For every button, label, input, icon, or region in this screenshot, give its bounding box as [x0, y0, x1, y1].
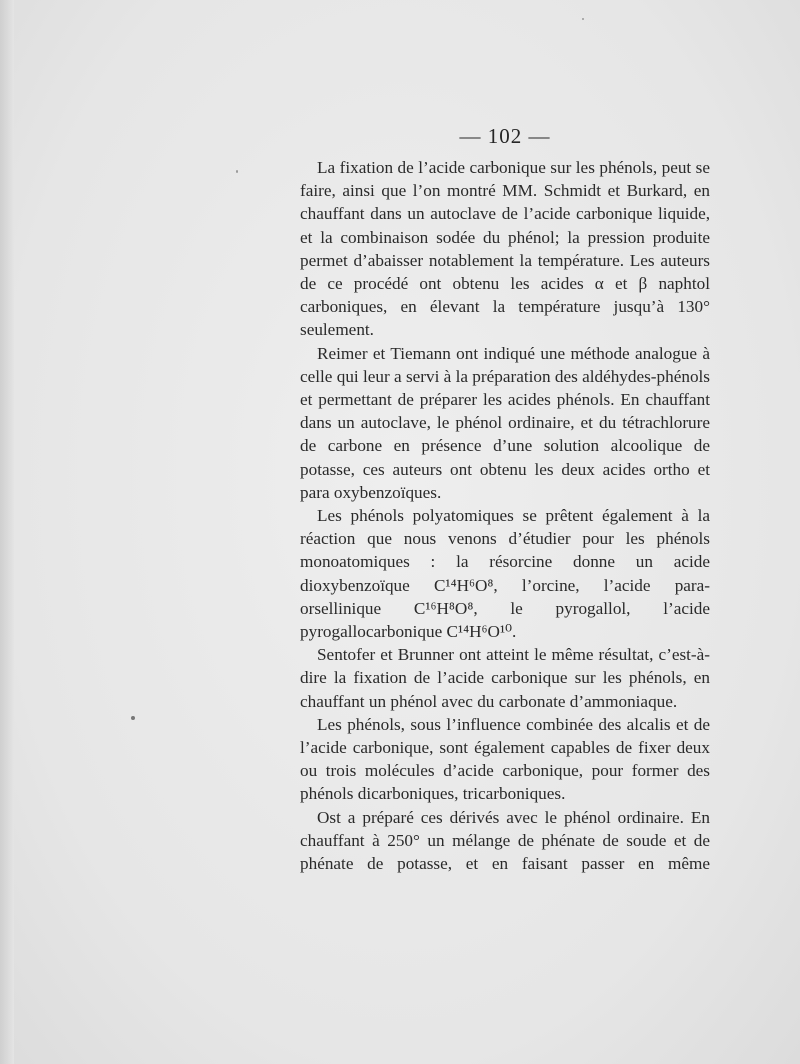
body-text [300, 156, 710, 875]
paragraph-4: Sentofer et Brunner ont atteint le même résultat, c’est-à-dire la fixation de l’acide carbonique sur les phénols, en chauffant un phénol avec du carbonate d’ammoniaque. [300, 645, 710, 711]
page-number: — 102 — [459, 124, 551, 148]
paragraph-2: Reimer et Tiemann ont indiqué une méthode analogue à celle qui leur a servi à la préparation des aldéhydes-phénols et permettant de préparer les acides phénols. En chauffant dans un autoclave, le phénol ordinaire, et du tétrachlorure de carbone en présence d’une solution alcoolique de potasse, ces auteurs ont obtenu les deux acides ortho et para oxybenzoïques. [300, 343, 710, 502]
paragraph-6: Ost a préparé ces dérivés avec le phénol ordinaire. En chauffant à 250° un mélange de phénate de soude et de phénate de potasse, et en faisant passer en même [300, 807, 710, 874]
paragraph-3: Les phénols polyatomiques se prêtent également à la réaction que nous venons d’étudier pour les phénols monoatomiques : la résorcine donne un acide dioxybenzoïque C¹⁴H⁶O⁸, l’orcine, l’acide para-orsellinique C¹⁶H⁸O⁸, le pyrogallol, l’acide pyrogallocarbonique C¹⁴H⁶O¹⁰. [300, 506, 710, 642]
paragraph-5: Les phénols, sous l’influence combinée des alcalis et de l’acide carbonique, sont également capables de fixer deux ou trois molécules d’acide carbonique, pour former des phénols dicarboniques, tricarboniques. [300, 714, 710, 804]
page-binding-edge [0, 0, 14, 1064]
paper-speck [131, 716, 135, 720]
paragraph-1: La fixation de l’acide carbonique sur les phénols, peut se faire, ainsi que l’on montré MM. Schmidt et Burkard, en chauffant dans un autoclave de l’acide carbonique liquide, et la combinaison sodée du phénol; la pression produite permet d’abaisser notablement la température. Les auteurs de ce procédé ont obtenu les acides α et β naphtol carboniques, en élevant la température jusqu’à 130° seulement. [300, 158, 710, 340]
paper-speck [236, 170, 238, 173]
paper-speck [582, 18, 584, 20]
